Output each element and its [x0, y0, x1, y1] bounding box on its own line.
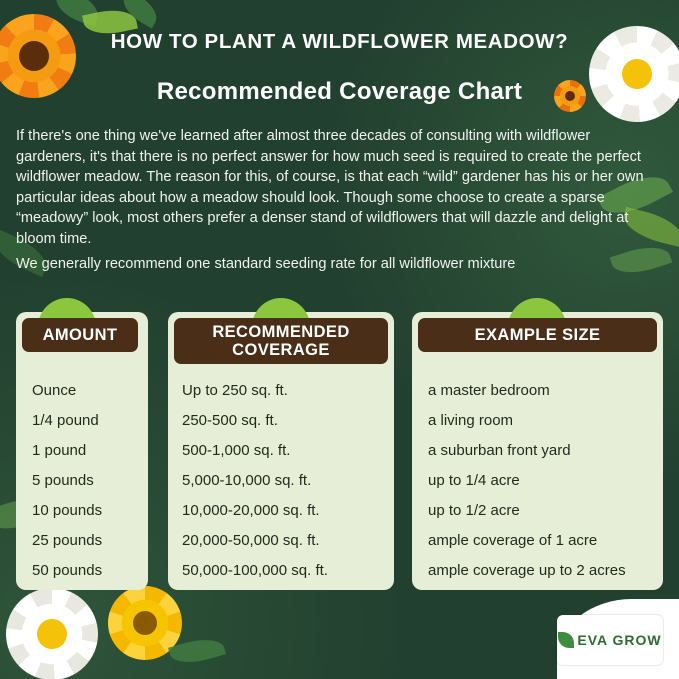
- column-recommended-coverage: [168, 312, 394, 590]
- intro-paragraph: If there's one thing we've learned after almost three decades of consulting with wildflower gardeners, it's that there is no perfect answer for how much seed is required to create the perfect wildflower meadow. The reason for this, of course, is that each “wild” gardener has his or her own particular ideas about how a meadow should look. Though some choose to create a sparse “meadowy” look, most others prefer a denser stand of wildflowers that will dazzle and delight at bloom time.: [16, 128, 644, 247]
- brand-logo: [557, 615, 663, 665]
- column-header-amount: AMOUNT: [22, 318, 138, 352]
- page-subtitle-wrap: [0, 78, 679, 106]
- list-item: a suburban front yard: [428, 442, 571, 459]
- list-item: Ounce: [32, 382, 77, 399]
- list-item: ample coverage up to 2 acres: [428, 562, 626, 579]
- leaf-icon: [558, 632, 574, 648]
- column-amount: [16, 312, 148, 590]
- column-list-recommended-coverage: [168, 376, 394, 586]
- list-item: 500-1,000 sq. ft.: [182, 442, 291, 459]
- list-item: Up to 250 sq. ft.: [182, 382, 288, 399]
- list-item: up to 1/2 acre: [428, 502, 520, 519]
- list-item: 1 pound: [32, 442, 87, 459]
- logo-label: EVA GROW: [577, 632, 662, 648]
- column-list-example-size: [412, 376, 663, 586]
- list-item: a living room: [428, 412, 514, 429]
- list-item: 50,000-100,000 sq. ft.: [182, 562, 328, 579]
- column-example-size: [412, 312, 663, 590]
- page-subtitle: Recommended Coverage Chart: [156, 78, 523, 105]
- list-item: ample coverage of 1 acre: [428, 532, 598, 549]
- list-item: 50 pounds: [32, 562, 103, 579]
- column-header-example-size: EXAMPLE SIZE: [418, 318, 657, 352]
- page-title: HOW TO PLANT A WILDFLOWER MEADOW?: [110, 30, 569, 53]
- column-list-amount: [16, 376, 148, 586]
- coverage-table: [16, 306, 663, 590]
- list-item: 25 pounds: [32, 532, 103, 549]
- logo-text-wrap: [558, 632, 661, 648]
- recommendation-paragraph: We generally recommend one standard seeding rate for all wildflower mixture: [16, 256, 516, 272]
- list-item: 10,000-20,000 sq. ft.: [182, 502, 320, 519]
- list-item: 250-500 sq. ft.: [182, 412, 278, 429]
- list-item: 5,000-10,000 sq. ft.: [182, 472, 312, 489]
- column-header-recommended-coverage: RECOMMENDED COVERAGE: [174, 318, 388, 364]
- bottom-white-daisy-icon: [6, 588, 98, 679]
- list-item: 1/4 pound: [32, 412, 99, 429]
- list-item: 5 pounds: [32, 472, 94, 489]
- list-item: 10 pounds: [32, 502, 103, 519]
- list-item: a master bedroom: [428, 382, 550, 399]
- list-item: up to 1/4 acre: [428, 472, 520, 489]
- list-item: 20,000-50,000 sq. ft.: [182, 532, 320, 549]
